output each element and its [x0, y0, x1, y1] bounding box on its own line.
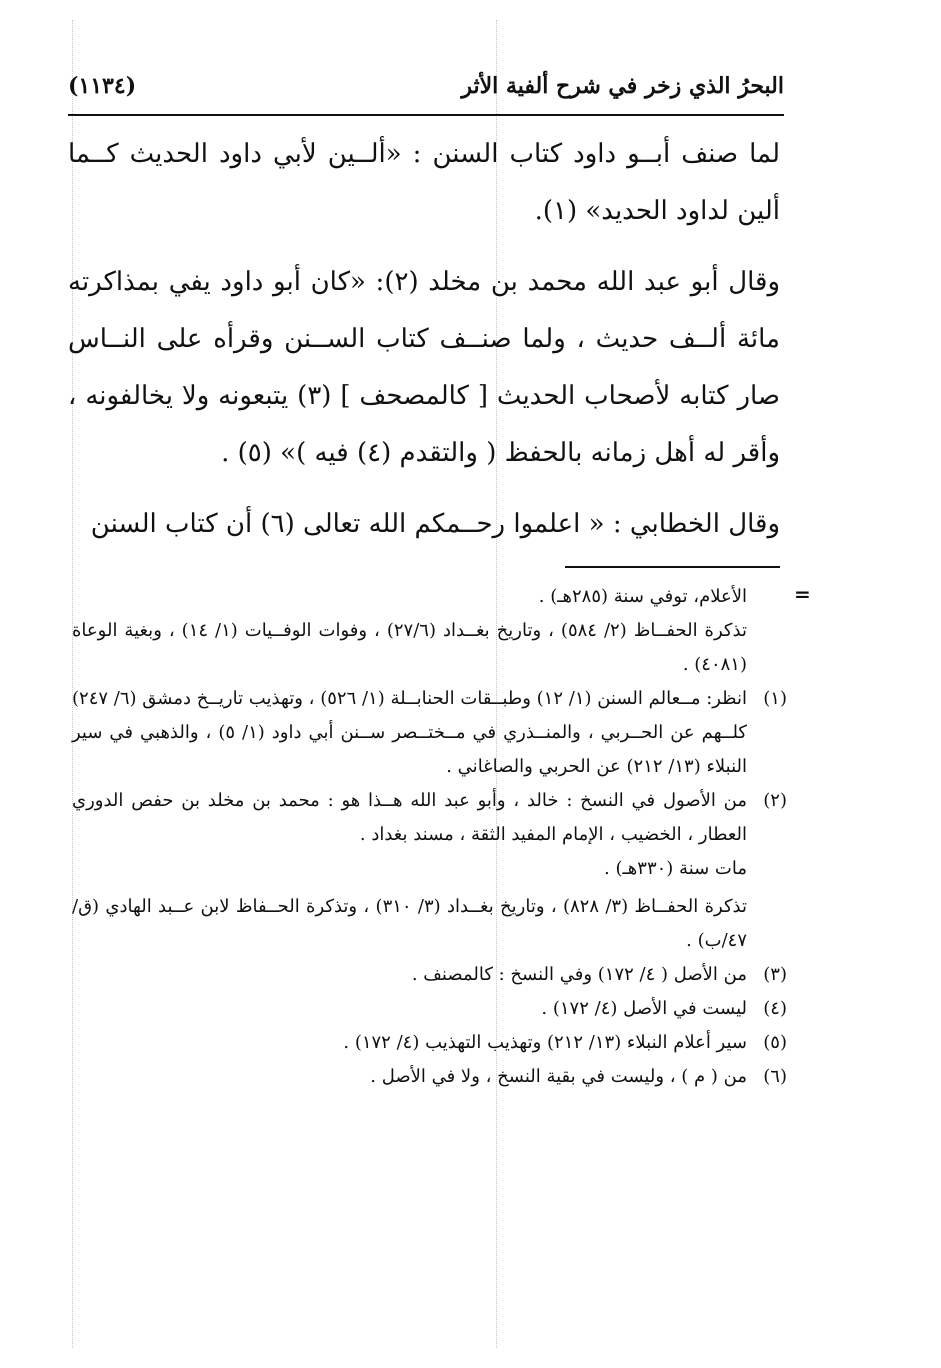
footnote-3 — [72, 958, 787, 992]
main-text — [68, 126, 780, 553]
footnote-5 — [72, 1026, 787, 1060]
footnote-text: انظر: مــعالم السنن (١/ ١٢) وطبــقات الحنابــلة (١/ ٥٢٦) ، وتهذيب تاريــخ دمشق (٦/ ٢٤٧) كلــهم عن الحــربي ، والمنــذري في مــختــصر ســنن أبي داود (١/ ٥) ، والذهبي في سير النبلاء (١٣/ ٢١٢) عن الحربي والصاغاني . — [72, 688, 747, 777]
footnote-number: (٤) — [763, 998, 787, 1019]
footnote-number: (١) — [763, 688, 787, 709]
footnote-number: (٣) — [763, 964, 787, 985]
footnote-text: ليست في الأصل (٤/ ١٧٢) . — [541, 998, 747, 1019]
footnote-text: من الأصول في النسخ : خالد ، وأبو عبد الله هــذا هو : محمد بن مخلد بن حفص الدوري العطار ، الخضيب ، الإمام المفيد الثقة ، مسند بغداد . — [72, 790, 747, 845]
footnote-6 — [72, 1060, 787, 1094]
header-divider — [68, 114, 784, 116]
footnote-4 — [72, 992, 787, 1026]
paragraph: وقال أبو عبد الله محمد بن مخلد (٢): «كان أبو داود يفي بمذاكرته مائة ألــف حديث ، ولما صنــف كتاب الســنن وقرأه على النــاس صار كتابه لأصحاب الحديث [ كالمصحف ] (٣) يتبعونه ولا يخالفونه ، وأقر له أهل زمانه بالحفظ ( والتقدم (٤) فيه )» (٥) . — [68, 267, 781, 468]
footnote-1 — [72, 682, 787, 784]
page-number: (١١٣٤) — [68, 73, 137, 99]
page-header — [68, 66, 784, 106]
paragraph: وقال الخطابي : « اعلموا رحــمكم الله تعالى (٦) أن كتاب السنن — [90, 509, 780, 539]
footnote-2-continuation: تذكرة الحفــاظ (٣/ ٨٢٨) ، وتاريخ بغــداد (٣/ ٣١٠) ، وتذكرة الحــفاظ لابن عــبد الهادي (ق/ ٤٧/ب) . — [72, 896, 747, 951]
footnote-divider — [565, 566, 780, 568]
footnote-continuation: الأعلام، توفي سنة (٢٨٥هـ) . — [538, 586, 747, 607]
running-title: البحرُ الذي زخر في شرح ألفية الأثر — [461, 73, 784, 99]
footnotes — [72, 580, 787, 1094]
footnote-number: (٦) — [763, 1066, 787, 1087]
footnote-number: (٢) — [763, 790, 787, 811]
footnote-2-continuation: مات سنة (٣٣٠هـ) . — [604, 858, 747, 879]
footnote-text: من الأصل ( ٤/ ١٧٢) وفي النسخ : كالمصنف . — [411, 964, 747, 985]
footnote-text: سير أعلام النبلاء (١٣/ ٢١٢) وتهذيب التهذيب (٤/ ١٧٢) . — [343, 1032, 747, 1053]
footnote-text: من ( م ) ، وليست في بقية النسخ ، ولا في الأصل . — [370, 1066, 747, 1087]
continuation-mark: = — [794, 582, 811, 606]
footnote-number: (٥) — [763, 1032, 787, 1053]
paragraph: لما صنف أبــو داود كتاب السنن : «ألــين لأبي داود الحديث كــما ألين لداود الحديد» (١). — [68, 139, 780, 226]
footnote-continuation: تذكرة الحفــاظ (٢/ ٥٨٤) ، وتاريخ بغــداد (٢٧/٦) ، وفوات الوفــيات (١/ ١٤) ، وبغية الوعاة (٤٠٨١) . — [72, 620, 747, 675]
footnote-2 — [72, 784, 787, 852]
